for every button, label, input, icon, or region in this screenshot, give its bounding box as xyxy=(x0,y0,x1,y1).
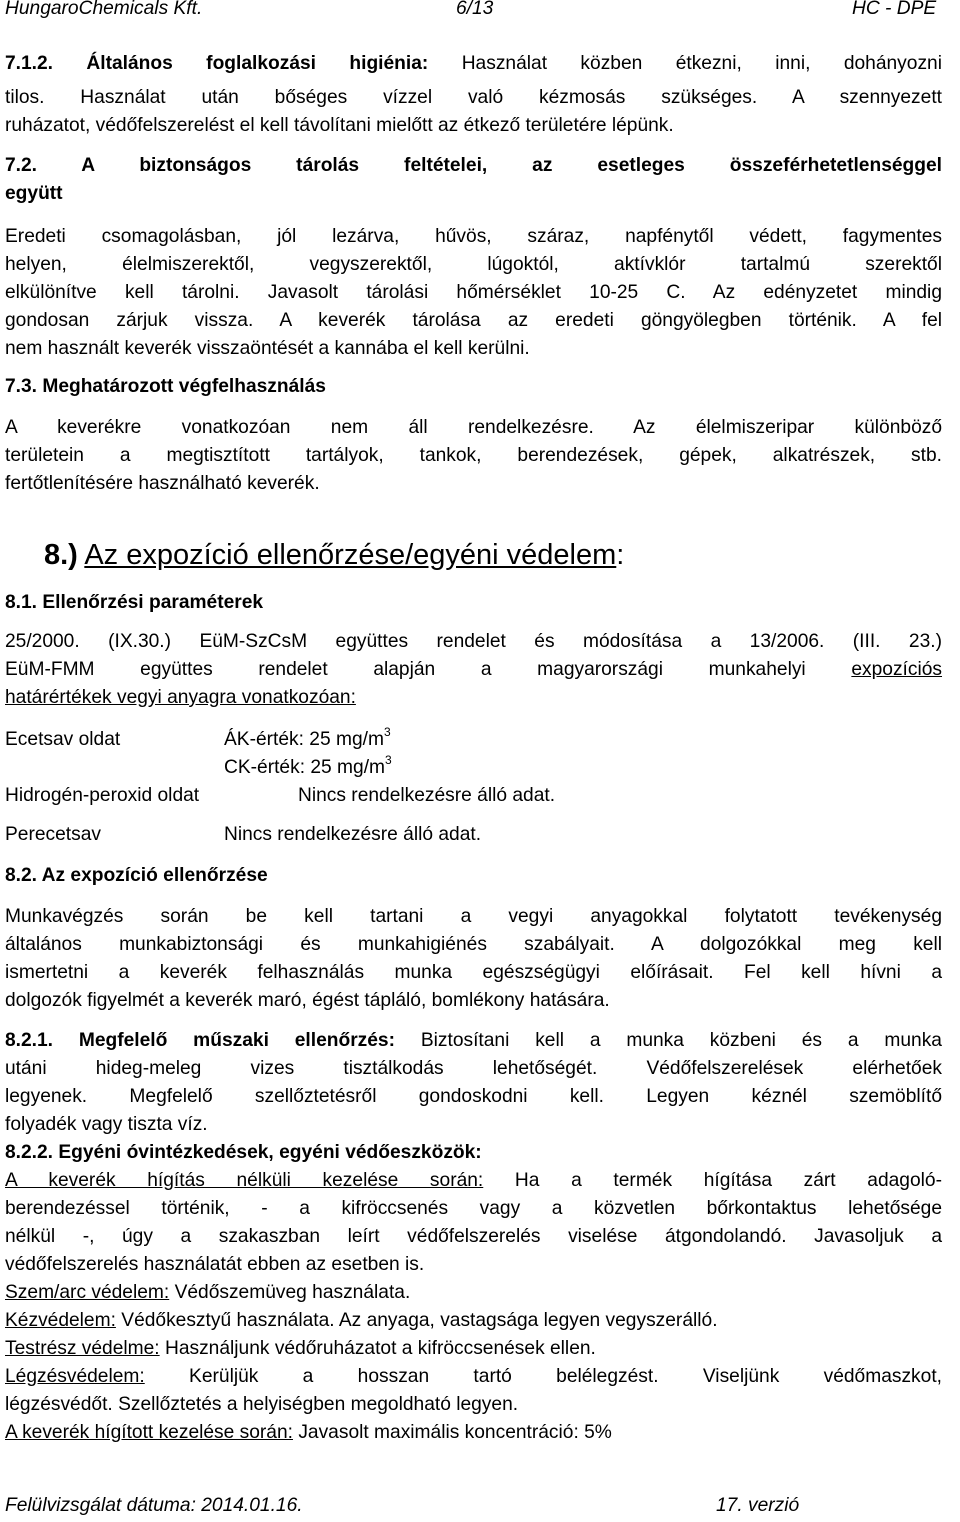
section-72-line-3: elkülönítve kell tárolni. Javasolt tárolási hőmérséklet 10-25 C. Az edényzetet mindig xyxy=(5,282,942,303)
section-72-title-cont: együtt xyxy=(5,183,63,204)
section-72-line-1: Eredeti csomagolásban, jól lezárva, hűvös, száraz, napfénytől védett, fagymentes xyxy=(5,226,942,247)
section-8-colon: : xyxy=(616,539,625,571)
header-page-number: 6/13 xyxy=(456,0,494,19)
section-81-line-3: határértékek vegyi anyagra vonatkozóan: xyxy=(5,687,356,708)
section-822-line-3: nélkül -, úgy a szakaszban leírt védőfelszerelés viselése átgondolandó. Javasoljuk a xyxy=(5,1226,942,1247)
section-712-title: Általános foglalkozási higiénia: xyxy=(86,53,429,74)
row-perecetsav-name: Perecetsav xyxy=(5,824,101,845)
section-73-line-2: területein a megtisztított tartályok, tankok, berendezések, gépek, alkatrészek, stb. xyxy=(5,445,942,466)
section-712-text-1: Használat közben étkezni, inni, dohányozni xyxy=(461,53,942,74)
section-821-line-3: legyenek. Megfelelő szellőztetésről gondoskodni kell. Legyen kéznél szemöblítő xyxy=(5,1086,942,1107)
hand-protection-text: Védőkesztyű használata. Az anyaga, vastagsága legyen vegyszerálló. xyxy=(121,1310,718,1331)
section-8-number: 8.) xyxy=(44,539,78,571)
section-712-line-3: ruházatot, védőfelszerelést el kell távolítani mielőtt az étkező területére lépünk. xyxy=(5,115,674,136)
section-821-title: 8.2.1. Megfelelő műszaki ellenőrzés: xyxy=(5,1030,395,1051)
row-ecetsav-ak: ÁK-érték: 25 $mg/m^3$ xyxy=(224,725,391,750)
body-protection-label: Testrész védelme: xyxy=(5,1338,160,1359)
row-hidrogen-peroxid-value: Nincs rendelkezésre álló adat. xyxy=(298,785,556,806)
section-8-title: Az expozíció ellenőrzése/egyéni védelem xyxy=(84,539,617,571)
section-822-line-4: védőfelszerelés használatát ebben az esetben is. xyxy=(5,1254,425,1275)
row-perecetsav-value: Nincs rendelkezésre álló adat. xyxy=(224,824,482,845)
hand-protection-label: Kézvédelem: xyxy=(5,1310,116,1331)
section-81-link-text: expozíciós xyxy=(851,659,943,680)
section-822-line-1 xyxy=(5,1170,942,1192)
section-821-line-1 xyxy=(5,1030,942,1052)
hand-protection xyxy=(5,1310,718,1332)
eye-protection xyxy=(5,1282,410,1304)
respiratory-protection-line-2: légzésvédőt. Szellőztetés a helyiségben megoldható legyen. xyxy=(5,1394,519,1415)
section-82-line-4: dolgozók figyelmét a keverék maró, égést tápláló, bomlékony hatására. xyxy=(5,990,610,1011)
row-ecetsav-name: Ecetsav oldat xyxy=(5,729,121,750)
footer-review-date: Felülvizsgálat dátuma: 2014.01.16. xyxy=(5,1495,303,1516)
header-document-code: HC - DPE xyxy=(852,0,937,19)
body-protection xyxy=(5,1338,596,1360)
section-73-title: 7.3. Meghatározott végfelhasználás xyxy=(5,376,326,397)
respiratory-protection-text-1: Kerüljük a hosszan tartó belélegzést. Viseljünk védőmaszkot, xyxy=(189,1366,942,1387)
header-company: HungaroChemicals Kft. xyxy=(5,0,203,19)
section-822-text-1: Ha a termék hígítása zárt adagoló- xyxy=(514,1170,942,1191)
section-712-line-2: tilos. Használat után bőséges vízzel való kézmosás szükséges. A szennyezett xyxy=(5,87,942,108)
section-821-text-1: Biztosítani kell a munka közbeni és a munka xyxy=(420,1030,942,1051)
row-hidrogen-peroxid-name: Hidrogén-peroxid oldat xyxy=(5,785,200,806)
section-822-line-2: berendezéssel történik, - a kifröccsenés vagy a közvetlen bőrkontaktus lehetősége xyxy=(5,1198,942,1219)
section-72-line-4: gondosan zárjuk vissza. A keverék tárolása az eredeti göngyölegben történik. A fel xyxy=(5,310,942,331)
section-821-line-2: utáni hideg-meleg vizes tisztálkodás lehetőségét. Védőfelszerelések elérhetőek xyxy=(5,1058,942,1079)
eye-protection-text: Védőszemüveg használata. xyxy=(174,1282,411,1303)
footer-version: 17. verzió xyxy=(716,1495,800,1516)
section-81-line-1: 25/2000. (IX.30.) EüM-SzCsM együttes rendelet és módosítása a 13/2006. (III. 23.) xyxy=(5,631,942,652)
respiratory-protection-label: Légzésvédelem: xyxy=(5,1366,145,1387)
section-73-line-3: fertőtlenítésére használható keverék. xyxy=(5,473,320,494)
body-protection-text: Használjunk védőruházatot a kifröccsenések ellen. xyxy=(164,1338,596,1359)
row-ecetsav-ck: CK-érték: 25 $mg/m^3$ xyxy=(224,753,392,778)
section-72-line-5: nem használt keverék visszaöntését a kannába el kell kerülni. xyxy=(5,338,530,359)
section-72-title: 7.2. A biztonságos tárolás feltételei, az esetleges összeférhetetlenséggel xyxy=(5,155,942,176)
diluted-handling-text: Javasolt maximális koncentráció: 5% xyxy=(298,1422,612,1443)
section-82-line-3: ismertetni a keverék felhasználás munka egészségügyi előírásait. Fel kell hívni a xyxy=(5,962,942,983)
section-82-line-1: Munkavégzés során be kell tartani a vegyi anyagokkal folytatott tevékenység xyxy=(5,906,942,927)
section-8-heading xyxy=(44,539,624,572)
section-81-text-2: EüM-FMM együttes rendelet alapján a magyarországi munkahelyi xyxy=(5,659,806,680)
diluted-handling-label: A keverék hígított kezelése során: xyxy=(5,1422,293,1443)
section-822-title: 8.2.2. Egyéni óvintézkedések, egyéni védőeszközök: xyxy=(5,1142,482,1163)
section-712-line-1 xyxy=(5,53,942,75)
section-73-line-1: A keverékre vonatkozóan nem áll rendelkezésre. Az élelmiszeripar különböző xyxy=(5,417,942,438)
section-81-line-2 xyxy=(5,659,942,681)
diluted-handling xyxy=(5,1422,612,1444)
section-82-title: 8.2. Az expozíció ellenőrzése xyxy=(5,865,268,886)
respiratory-protection xyxy=(5,1366,942,1388)
section-82-line-2: általános munkabiztonsági és munkahigiénés szabályait. A dolgozókkal meg kell xyxy=(5,934,942,955)
section-72-line-2: helyen, élelmiszerektől, vegyszerektől, lúgoktól, aktívklór tartalmú szerektől xyxy=(5,254,942,275)
section-712-number: 7.1.2. xyxy=(5,53,54,74)
undiluted-handling-label: A keverék hígítás nélküli kezelése során: xyxy=(5,1170,484,1191)
section-81-title: 8.1. Ellenőrzési paraméterek xyxy=(5,592,264,613)
section-821-line-4: folyadék vagy tiszta víz. xyxy=(5,1114,208,1135)
eye-protection-label: Szem/arc védelem: xyxy=(5,1282,170,1303)
